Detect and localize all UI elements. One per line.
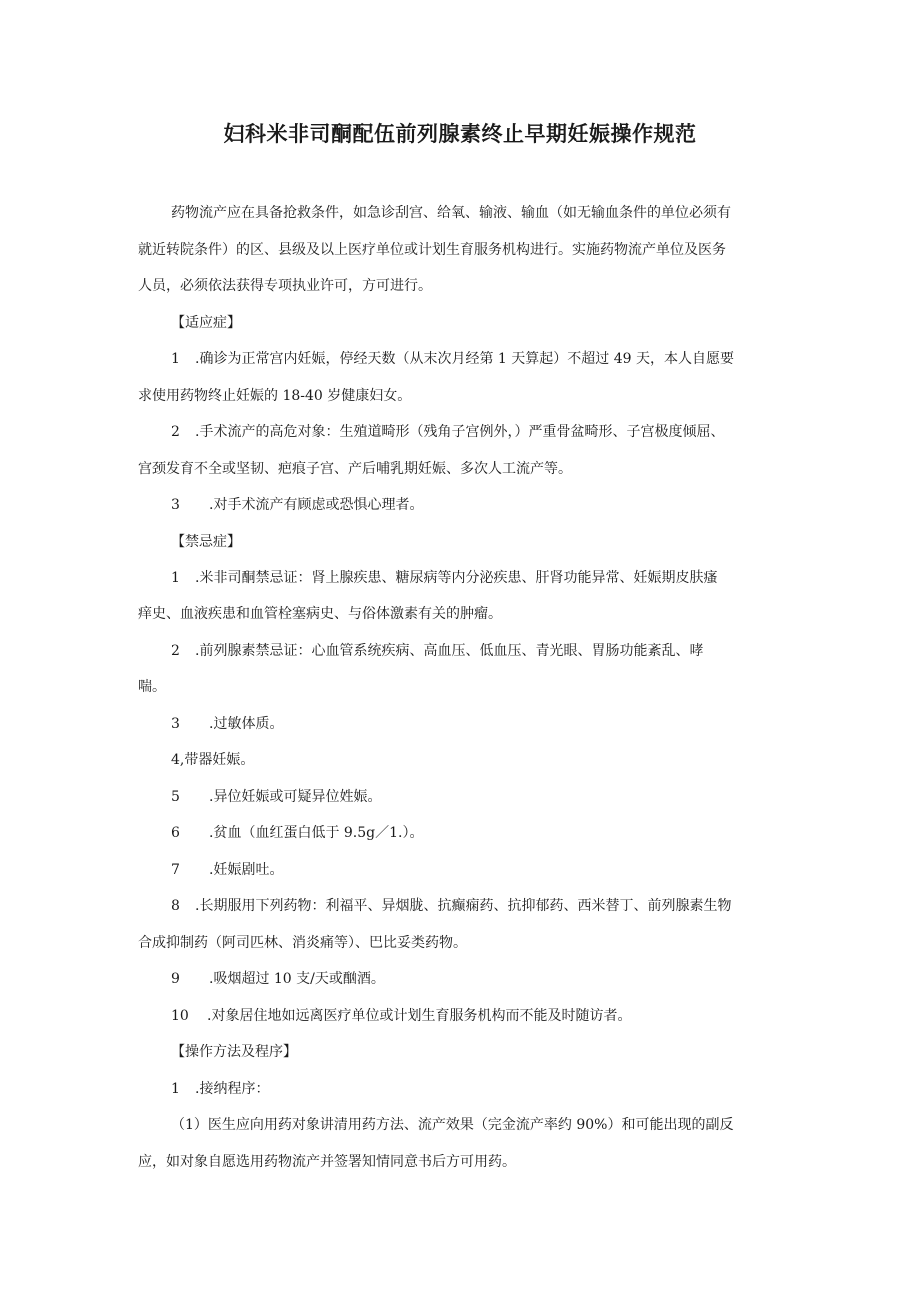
indication-1-number: 1 (171, 351, 180, 367)
procedure-1-line-1 (171, 1079, 269, 1099)
contraindication-9-number: 9 (171, 971, 180, 987)
contraindication-8-line-2: 合成抑制药（阿司匹林、消炎痛等）、巴比妥类药物。 (138, 935, 467, 951)
indication-1-line-2: 求使用药物终止妊娠的 18-40 岁健康妇女。 (138, 388, 412, 404)
contraindication-9-line-1 (171, 969, 385, 989)
contraindication-8-number: 8 (171, 898, 180, 914)
procedure-1a-line-1: （1）医生应向用药对象讲清用药方法、流产效果（完金流产率约 90%）和可能出现的副反 (171, 1117, 734, 1133)
contraindication-2-line-1 (171, 641, 703, 661)
contraindication-2-text: .前列腺素禁忌证：心血管系统疾病、高血压、低血压、青光眼、胃肠功能紊乱、哮 (195, 643, 704, 659)
contraindication-5-number: 5 (171, 789, 180, 805)
contraindication-1-text: .米非司酮禁忌证：肾上腺疾患、糖尿病等内分泌疾患、肝肾功能异常、妊娠期皮肤瘙 (195, 570, 718, 586)
contraindication-3-number: 3 (171, 716, 180, 732)
intro-line-1: 药物流产应在具备抢救条件，如急诊刮宫、给氧、输液、输血（如无输血条件的单位必须有 (171, 205, 731, 221)
contraindication-8-line-1 (171, 896, 731, 916)
contraindication-3-text: .过敏体质。 (209, 716, 284, 732)
contraindication-7-number: 7 (171, 862, 180, 878)
contraindication-10-line-1 (171, 1006, 631, 1026)
indication-3-number: 3 (171, 497, 180, 513)
intro-line-3: 人员，必须依法获得专项执业许可，方可进行。 (138, 278, 432, 294)
contraindication-1-line-2: 痒史、血液疾患和血管栓塞病史、与俗体激素有关的肿瘤。 (138, 606, 502, 622)
contraindication-2-line-2: 喘。 (138, 679, 166, 695)
contraindication-10-text: .对象居住地如远离医疗单位或计划生育服务机构而不能及时随访者。 (207, 1008, 632, 1024)
contraindication-6-line-1 (171, 823, 423, 843)
document-title: 妇科米非司酮配伍前列腺素终止早期妊娠操作规范 (223, 122, 697, 146)
procedure-1-number: 1 (171, 1081, 180, 1097)
indication-2-line-1 (171, 422, 724, 442)
contraindication-10-number: 10 (171, 1008, 189, 1024)
contraindication-1-number: 1 (171, 570, 180, 586)
contraindication-7-text: .妊娠剧吐。 (209, 862, 284, 878)
procedure-heading: 【操作方法及程序】 (171, 1044, 297, 1060)
contraindication-6-text: .贫血（血红蛋白低于 9.5g／1.）。 (209, 825, 424, 841)
intro-line-2: 就近转院条件）的区、县级及以上医疗单位或计划生育服务机构进行。实施药物流产单位及医务 (138, 242, 726, 258)
contraindication-6-number: 6 (171, 825, 180, 841)
contraindication-2-number: 2 (171, 643, 180, 659)
procedure-1a-line-2: 应，如对象自愿选用药物流产并签署知情同意书后方可用药。 (138, 1154, 516, 1170)
contraindication-5-text: .异位妊娠或可疑异位姓娠。 (209, 789, 382, 805)
contraindication-9-text: .吸烟超过 10 支/天或酗酒。 (209, 971, 385, 987)
indication-1-text: .确诊为正常宫内妊娠，停经天数（从末次月经第 1 天算起）不超过 49 天，本人自愿要 (195, 351, 734, 367)
contraindication-3-line-1 (171, 714, 283, 734)
indication-2-line-2: 宫颈发育不全或坚韧、疤痕子宫、产后哺乳期妊娠、多次人工流产等。 (138, 461, 572, 477)
procedure-1-text: .接纳程序： (195, 1081, 270, 1097)
indication-2-text: .手术流产的高危对象：生殖道畸形（残角子宫例外，）严重骨盆畸形、子宫极度倾屈、 (195, 424, 725, 440)
contraindications-heading: 【禁忌症】 (171, 534, 241, 550)
indication-1-line-1 (171, 349, 734, 369)
indication-2-number: 2 (171, 424, 180, 440)
contraindication-1-line-1 (171, 568, 717, 588)
indication-3-line-1 (171, 495, 423, 515)
indications-heading: 【适应症】 (171, 315, 241, 331)
contraindication-8-text: .长期服用下列药物：利福平、异烟胧、抗癫痫药、抗抑郁药、西米替丁、前列腺素生物 (195, 898, 732, 914)
contraindication-7-line-1 (171, 860, 283, 880)
contraindication-4-line-1: 4,带器妊娠。 (171, 752, 255, 768)
indication-3-text: .对手术流产有顾虑或恐惧心理者。 (209, 497, 424, 513)
contraindication-5-line-1 (171, 787, 381, 807)
